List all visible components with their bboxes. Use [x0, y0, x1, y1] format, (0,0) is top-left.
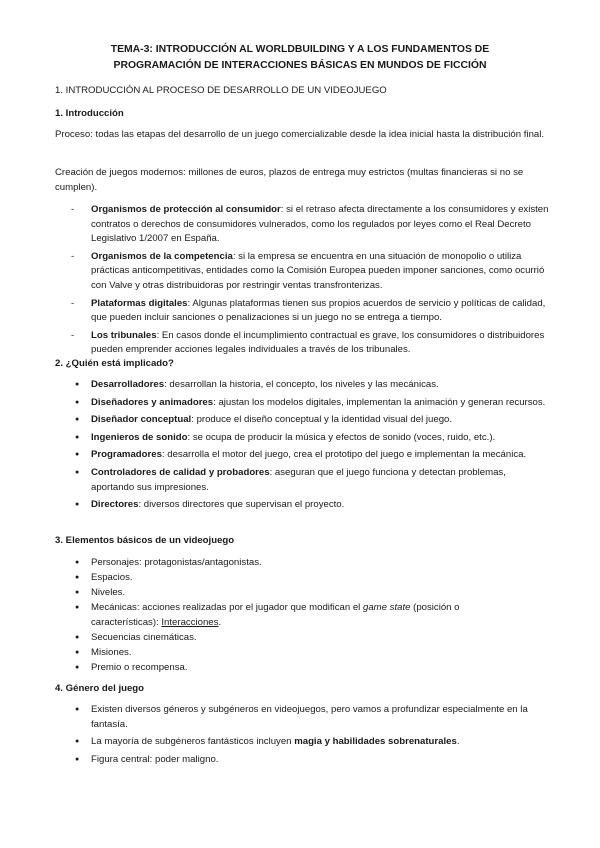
list-item — [0, 466, 600, 495]
list-item — [0, 753, 600, 768]
list-item — [0, 646, 600, 661]
item-text: : aseguran que el juego funciona y detectan problemas, aportando sus impresiones. — [91, 466, 506, 493]
bullet-icon: ● — [75, 706, 80, 713]
bullet-icon: ● — [75, 451, 80, 459]
item-label: Organismos de la competencia — [91, 250, 233, 262]
list-item — [0, 631, 600, 646]
item-label: Controladores de calidad y probadores — [91, 466, 270, 478]
list-item — [0, 571, 600, 586]
list-item — [0, 556, 600, 571]
item-label: Organismos de protección al consumidor — [91, 204, 281, 215]
item-text: : diversos directores que supervisan el proyecto. — [138, 499, 345, 511]
item-text: : se ocupa de producir la música y efectos de sonido (voces, ruido, etc.). — [187, 431, 496, 443]
bullet-icon: ● — [75, 589, 80, 597]
dash-marker: - — [71, 204, 75, 215]
item-label: Diseñadores y animadores — [91, 396, 214, 408]
item-label: Diseñador conceptual — [91, 414, 192, 426]
item-label: Los tribunales — [91, 329, 157, 341]
item-text: Espacios. — [91, 572, 133, 584]
subsection-heading-introduccion: 1. Introducción — [55, 108, 124, 119]
list-item — [0, 703, 600, 732]
bullet-icon: ● — [75, 501, 80, 509]
list-item: ● La mayoría de subgéneros fantásticos incluyen magia y habilidades sobrenaturales. — [0, 735, 600, 750]
item-text: Personajes: protagonistas/antagonistas. — [91, 557, 262, 568]
bullet-icon: ● — [75, 433, 80, 441]
bullet-icon: ● — [75, 633, 80, 641]
document-title — [60, 42, 540, 74]
list-item — [0, 413, 600, 428]
subsection-heading-elementos: 3. Elementos básicos de un videojuego — [55, 535, 235, 546]
bullet-icon: ● — [75, 738, 80, 746]
list-item — [0, 661, 600, 676]
list-item — [0, 448, 600, 463]
list-item — [0, 329, 600, 358]
item-text: Premio o recompensa. — [91, 662, 188, 674]
list-item — [0, 250, 600, 294]
list-item — [0, 396, 600, 411]
list-item — [0, 431, 600, 446]
consumer-bodies-list — [0, 203, 600, 361]
item-text: : desarrollan la historia, el concepto, los niveles y las mecánicas. — [164, 379, 439, 390]
item-text: : En casos donde el incumplimiento contractual es grave, los consumidores o distribuidores pueden emprender acciones legales individuales a través de los tribunales. — [91, 329, 545, 356]
interacciones-link[interactable]: Interacciones — [161, 616, 219, 628]
item-text: : desarrolla el motor del juego, crea el prototipo del juego e implementan la mecánica. — [161, 449, 527, 461]
dash-marker: - — [71, 297, 75, 309]
bullet-icon: ● — [75, 468, 80, 476]
subsection-heading-genero: 4. Género del juego — [55, 683, 145, 694]
bullet-icon: ● — [75, 398, 80, 406]
item-text: Misiones. — [91, 647, 132, 659]
bullet-icon: ● — [75, 416, 80, 424]
list-item — [0, 498, 600, 513]
section-heading: 1. INTRODUCCIÓN AL PROCESO DE DESARROLLO DE UN VIDEOJUEGO — [55, 85, 387, 96]
bullet-icon: ● — [75, 649, 80, 657]
bullet-icon: ● — [75, 559, 80, 566]
title-line-2: PROGRAMACIÓN DE INTERACCIONES BÁSICAS EN MUNDOS DE FICCIÓN — [113, 60, 487, 71]
item-label: Directores — [91, 499, 139, 511]
item-label: Ingenieros de sonido — [91, 431, 188, 443]
list-item — [0, 378, 600, 393]
item-label: Plataformas digitales — [91, 297, 188, 309]
list-item-mecanicas: ● Mecánicas: acciones realizadas por el jugador que modifican el game state (posición o características): Interacciones. — [75, 602, 460, 628]
item-text: : ajustan los modelos digitales, implementan la animación y generan recursos. — [213, 396, 546, 408]
magia-term: magia y habilidades sobrenaturales — [294, 736, 457, 748]
genre-list — [0, 703, 600, 770]
item-text: Secuencias cinemáticas. — [91, 631, 197, 643]
item-text: : produce el diseño conceptual y la identidad visual del juego. — [191, 414, 453, 426]
bullet-icon: ● — [75, 604, 80, 612]
item-label: Programadores — [91, 449, 162, 461]
dash-marker: - — [71, 329, 75, 341]
list-item — [0, 203, 600, 247]
item-text: : Algunas plataformas tienen sus propios acuerdos de servicio y políticas de calidad, que pueden incluir sanciones o penalizaciones si un juego no se entrega a tiempo. — [91, 297, 546, 324]
item-text: Niveles. — [91, 587, 126, 599]
item-text: : si la empresa se encuentra en una situación de monopolio o utiliza prácticas anticompetitivas, entidades como la Comisión Europea pueden imponer sanciones, como ocurrió con Valve y otras distribuidoras por restringir ventas transfronterizas. — [91, 250, 545, 291]
title-line-1: TEMA-3: INTRODUCCIÓN AL WORLDBUILDING Y A LOS FUNDAMENTOS DE — [110, 44, 490, 55]
list-item — [0, 586, 600, 601]
item-text: Existen diversos géneros y subgéneros en videojuegos, pero vamos a profundizar especialmente en la fantasía. — [91, 704, 528, 730]
dash-marker: - — [71, 250, 75, 262]
subsection-heading-implicados: 2. ¿Quién está implicado? — [55, 358, 174, 369]
bullet-icon: ● — [75, 755, 80, 763]
paragraph-creacion: Creación de juegos modernos: millones de euros, plazos de entrega muy estrictos (multas financieras si no se cumplen). — [55, 167, 524, 193]
roles-list — [0, 378, 600, 516]
bullet-icon: ● — [75, 381, 80, 388]
bullet-icon: ● — [75, 664, 80, 672]
item-label: Desarrolladores — [91, 379, 165, 390]
item-text: Figura central: poder maligno. — [91, 753, 219, 765]
item-text: : si el retraso afecta directamente a los consumidores y existen contratos o derechos de consumidores vulnerados, como los regulados por leyes como el Real Decreto Legislativo 1/2007 en España. — [91, 204, 549, 245]
paragraph-proceso: Proceso: todas las etapas del desarrollo de un juego comercializable desde la idea inicial hasta la distribución final. — [55, 129, 545, 140]
elements-list — [0, 556, 600, 676]
game-state-term: game state — [362, 602, 411, 614]
list-item — [0, 297, 600, 326]
bullet-icon: ● — [75, 574, 80, 582]
